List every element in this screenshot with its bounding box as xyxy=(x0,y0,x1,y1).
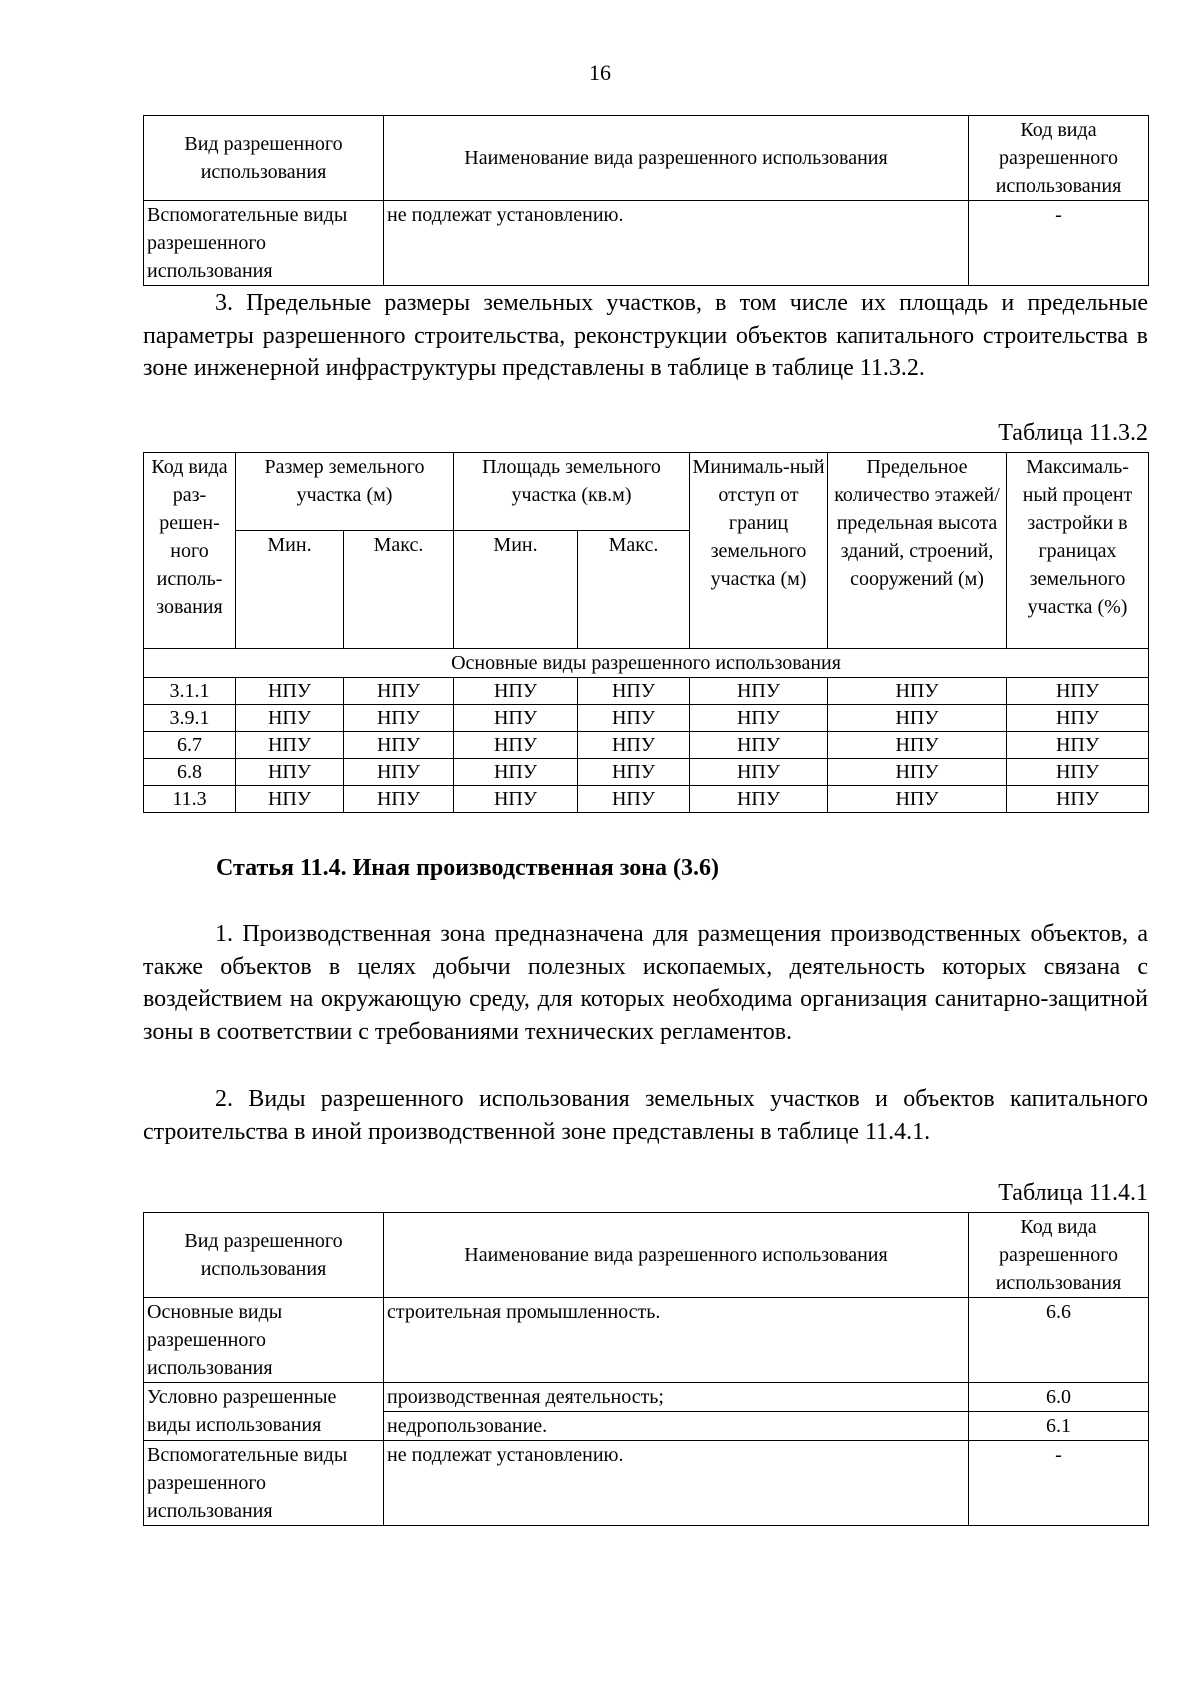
table-parameters xyxy=(143,452,1149,813)
cell-code: 3.1.1 xyxy=(144,678,236,705)
header-use-name: Наименование вида разрешенного использования xyxy=(384,116,969,201)
table-row xyxy=(144,201,1149,286)
cell-value: НПУ xyxy=(454,678,578,705)
cell-value: НПУ xyxy=(344,678,454,705)
cell-value: НПУ xyxy=(828,759,1007,786)
cell-value: НПУ xyxy=(578,678,690,705)
section-row: Основные виды разрешенного использования xyxy=(144,649,1149,678)
cell-use-name: не подлежат установлению. xyxy=(384,1441,969,1526)
table-row xyxy=(144,705,1149,732)
cell-value: НПУ xyxy=(1007,759,1149,786)
table-row xyxy=(144,732,1149,759)
cell-use-code: - xyxy=(969,1441,1149,1526)
header-max-build-percent: Максималь-ный процент застройки в границах земельного участка (%) xyxy=(1007,453,1149,649)
cell-value: НПУ xyxy=(828,705,1007,732)
cell-value: НПУ xyxy=(236,705,344,732)
cell-value: НПУ xyxy=(1007,705,1149,732)
cell-code: 6.7 xyxy=(144,732,236,759)
cell-value: НПУ xyxy=(236,759,344,786)
header-min-setback: Минималь-ный отступ от границ земельного участка (м) xyxy=(690,453,828,649)
header-size-min: Мин. xyxy=(236,531,344,649)
header-floors-height: Предельное количество этажей/ предельная высота зданий, строений, сооружений (м) xyxy=(828,453,1007,649)
cell-value: НПУ xyxy=(344,732,454,759)
cell-use-type: Вспомогательные виды разрешенного использования xyxy=(144,1441,384,1526)
paragraph-1: 1. Производственная зона предназначена для размещения производственных объектов, а также объектов в целях добычи полезных ископаемых, деятельность которых связана с воздействием на окружающую среду, для которых необходима организация санитарно-защитной зоны в соответствии с требованиями технических регламентов. xyxy=(143,921,1148,1045)
cell-code: 11.3 xyxy=(144,786,236,813)
cell-value: НПУ xyxy=(828,786,1007,813)
cell-use-type: Условно разрешенные виды использования xyxy=(144,1383,384,1441)
header-use-name: Наименование вида разрешенного использования xyxy=(384,1213,969,1298)
article-heading: Статья 11.4. Иная производственная зона (3.6) xyxy=(216,855,720,881)
cell-use-code: - xyxy=(969,201,1149,286)
cell-value: НПУ xyxy=(690,786,828,813)
cell-use-name: не подлежат установлению. xyxy=(384,201,969,286)
cell-value: НПУ xyxy=(1007,732,1149,759)
cell-value: НПУ xyxy=(828,732,1007,759)
cell-value: НПУ xyxy=(236,786,344,813)
cell-value: НПУ xyxy=(578,705,690,732)
cell-value: НПУ xyxy=(578,786,690,813)
table-permitted-uses-continued xyxy=(143,115,1149,286)
cell-code: 6.8 xyxy=(144,759,236,786)
cell-use-code: 6.1 xyxy=(969,1412,1149,1441)
cell-value: НПУ xyxy=(828,678,1007,705)
cell-use-code: 6.0 xyxy=(969,1383,1149,1412)
header-area-min: Мин. xyxy=(454,531,578,649)
header-code: Код вида раз-решен-ного исполь-зования xyxy=(144,453,236,649)
cell-use-type: Основные виды разрешенного использования xyxy=(144,1298,384,1383)
table-caption-11-3-2: Таблица 11.3.2 xyxy=(998,420,1148,446)
cell-value: НПУ xyxy=(578,759,690,786)
header-size-max: Макс. xyxy=(344,531,454,649)
cell-value: НПУ xyxy=(236,732,344,759)
cell-value: НПУ xyxy=(1007,786,1149,813)
table-row xyxy=(144,786,1149,813)
cell-value: НПУ xyxy=(454,759,578,786)
header-area-max: Макс. xyxy=(578,531,690,649)
cell-value: НПУ xyxy=(236,678,344,705)
cell-value: НПУ xyxy=(1007,678,1149,705)
cell-value: НПУ xyxy=(454,786,578,813)
cell-use-type: Вспомогательные виды разрешенного использования xyxy=(144,201,384,286)
table-row xyxy=(144,678,1149,705)
cell-value: НПУ xyxy=(344,786,454,813)
header-plot-area: Площадь земельного участка (кв.м) xyxy=(454,453,690,531)
header-use-code: Код вида разрешенного использования xyxy=(969,1213,1149,1298)
cell-use-name: строительная промышленность. xyxy=(384,1298,969,1383)
cell-value: НПУ xyxy=(690,678,828,705)
table-caption-11-4-1: Таблица 11.4.1 xyxy=(998,1180,1148,1206)
cell-value: НПУ xyxy=(344,705,454,732)
cell-value: НПУ xyxy=(344,759,454,786)
cell-value: НПУ xyxy=(454,732,578,759)
table-row xyxy=(144,1383,1149,1412)
cell-value: НПУ xyxy=(454,705,578,732)
page-number: 16 xyxy=(589,60,611,85)
header-use-type: Вид разрешенного использования xyxy=(144,116,384,201)
cell-code: 3.9.1 xyxy=(144,705,236,732)
paragraph-3: 3. Предельные размеры земельных участков, в том числе их площадь и предельные параметры разрешенного строительства, реконструкции объектов капитального строительства в зоне инженерной инфраструктуры представлены в таблице в таблице 11.3.2. xyxy=(143,290,1148,381)
table-permitted-uses xyxy=(143,1212,1149,1526)
header-plot-size: Размер земельного участка (м) xyxy=(236,453,454,531)
cell-value: НПУ xyxy=(690,705,828,732)
table-row xyxy=(144,1298,1149,1383)
cell-value: НПУ xyxy=(690,732,828,759)
header-use-code: Код вида разрешенного использования xyxy=(969,116,1149,201)
cell-value: НПУ xyxy=(578,732,690,759)
cell-use-name: производственная деятельность; xyxy=(384,1383,969,1412)
table-row xyxy=(144,1441,1149,1526)
cell-value: НПУ xyxy=(690,759,828,786)
cell-use-code: 6.6 xyxy=(969,1298,1149,1383)
table-row xyxy=(144,759,1149,786)
paragraph-2: 2. Виды разрешенного использования земельных участков и объектов капитального строительства в иной производственной зоне представлены в таблице 11.4.1. xyxy=(143,1086,1148,1145)
header-use-type: Вид разрешенного использования xyxy=(144,1213,384,1298)
cell-use-name: недропользование. xyxy=(384,1412,969,1441)
